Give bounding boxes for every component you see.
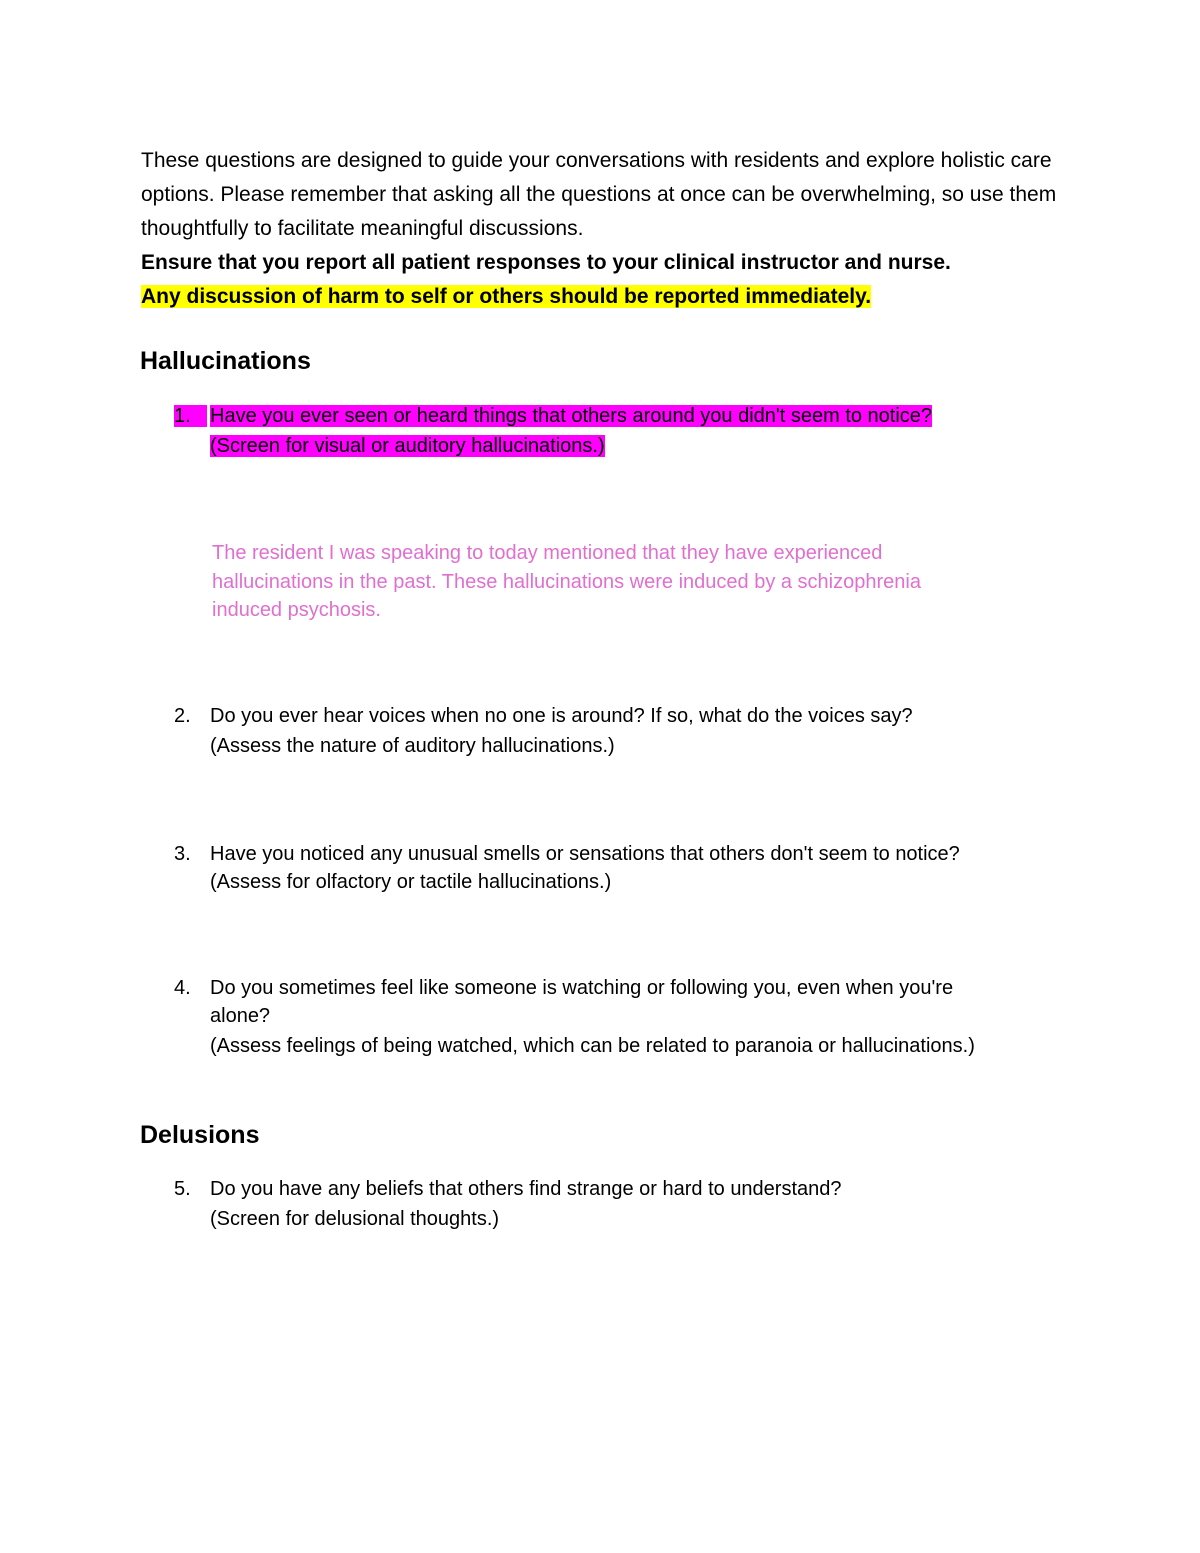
question-number: 4. — [174, 977, 191, 999]
question-3 — [174, 839, 1074, 897]
question-text: Do you ever hear voices when no one is around? If so, what do the voices say? — [210, 705, 913, 727]
question-number: 1. — [174, 401, 210, 461]
question-number: 2. — [174, 705, 191, 727]
question-text-continued: alone? — [210, 1005, 271, 1027]
question-5 — [174, 1174, 1074, 1234]
section-heading-hallucinations: Hallucinations — [140, 347, 311, 375]
question-note: (Assess for olfactory or tactile hallucinations.) — [210, 871, 612, 893]
resident-response — [212, 539, 1012, 625]
question-4 — [174, 973, 1074, 1061]
harm-warning-text: Any discussion of harm to self or others should be reported immediately. — [141, 285, 872, 308]
question-text: Have you noticed any unusual smells or sensations that others don't seem to notice? — [210, 843, 960, 865]
response-line: induced psychosis. — [212, 599, 381, 621]
response-line: hallucinations in the past. These hallucinations were induced by a schizophrenia — [212, 570, 921, 593]
question-2 — [174, 701, 1074, 761]
intro-paragraph: These questions are designed to guide your conversations with residents and explore holistic care options. Please remember that asking all the questions at once can be overwhelming, so use them thoughtfully to facilitate meaningful discussions. — [141, 149, 1057, 240]
question-number: 3. — [174, 843, 191, 865]
question-text: Do you sometimes feel like someone is watching or following you, even when you're — [210, 977, 954, 999]
section-heading-delusions: Delusions — [140, 1121, 260, 1149]
question-text: Do you have any beliefs that others find strange or hard to understand? — [210, 1178, 842, 1200]
question-note: (Assess feelings of being watched, which can be related to paranoia or hallucinations.) — [210, 1035, 975, 1057]
question-note: (Screen for delusional thoughts.) — [210, 1208, 500, 1230]
question-1 — [174, 401, 1074, 461]
report-instruction-text: Ensure that you report all patient responses to your clinical instructor and nurse. — [141, 251, 951, 274]
response-line: The resident I was speaking to today mentioned that they have experienced — [212, 542, 883, 564]
question-number: 5. — [174, 1178, 191, 1200]
question-note: (Screen for visual or auditory hallucinations.) — [210, 435, 605, 457]
harm-warning — [141, 280, 1071, 314]
intro-block — [141, 144, 1071, 314]
question-text: Have you ever seen or heard things that others around you didn't seem to notice? — [210, 405, 933, 427]
question-note: (Assess the nature of auditory hallucinations.) — [210, 735, 615, 757]
report-instruction — [141, 246, 1071, 280]
